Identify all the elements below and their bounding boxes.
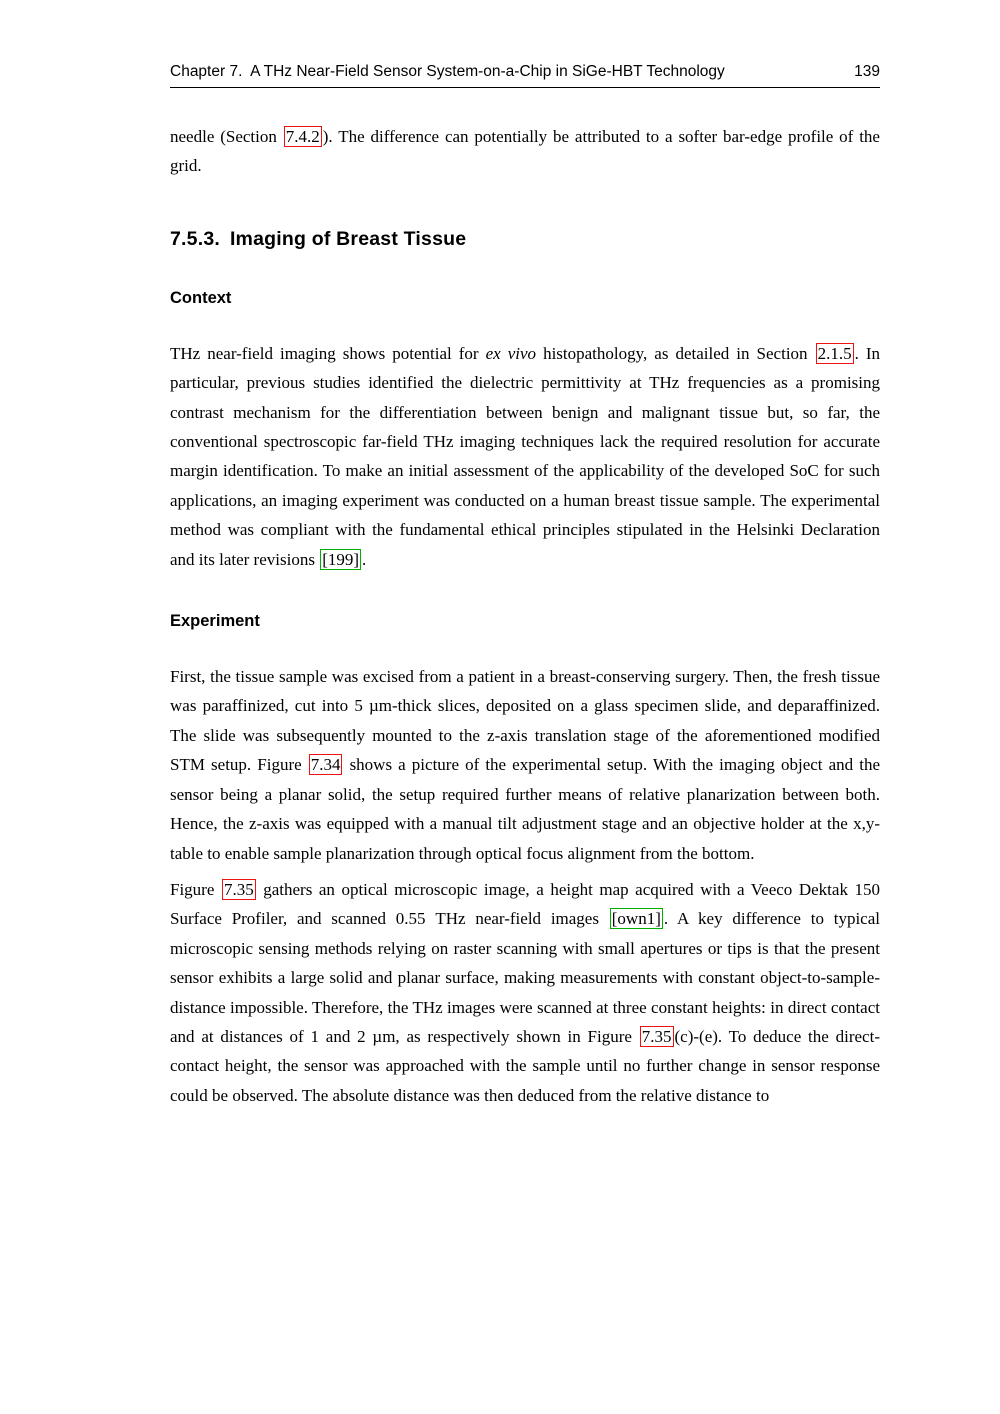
text-run: . xyxy=(362,549,367,569)
paragraph-intro xyxy=(170,122,880,181)
text-run: . In particular, previous studies identified the dielectric permittivity at THz frequencies as a promising contrast mechanism for the differentiation between benign and malignant tissue but, so far, the conventional spectroscopic far-field THz imaging techniques lack the required resolution for accurate margin identification. To make an initial assessment of the applicability of the developed SoC for such applications, an imaging experiment was conducted on a human breast tissue sample. The experimental method was compliant with the fundamental ethical principles stipulated in the Helsinki Declaration and its later revisions xyxy=(170,343,880,569)
text-run: First, the tissue sample was excised from a patient in a breast-conserving surgery. Then, the fresh tissue was paraffinized, cut into 5 µm-thick slices, deposited on a glass specimen slide, and deparaffinized. The slide was subsequently mounted to the z-axis translation stage of the aforementioned modified STM setup. Figure xyxy=(170,667,880,775)
internal-ref-link[interactable]: 7.35 xyxy=(641,1026,672,1046)
text-run: THz near-field imaging shows potential for xyxy=(170,343,486,363)
text-run: ex vivo xyxy=(485,343,537,363)
text-run: . A key difference to typical microscopic sensing methods relying on raster scanning with small apertures or tips is that the present sensor exhibits a large solid and planar surface, making measurements with constant object-to-sample-distance impossible. Therefore, the THz images were scanned at three constant heights: in direct contact and at distances of 1 and 2 µm, as respectively shown in Figure xyxy=(170,909,880,1046)
text-run: Figure xyxy=(170,879,221,899)
internal-ref-link[interactable]: 2.1.5 xyxy=(817,343,852,363)
section-heading-753: 7.5.3. Imaging of Breast Tissue xyxy=(170,227,467,250)
internal-ref-link[interactable]: 7.35 xyxy=(223,879,254,899)
citation-link[interactable]: [own1] xyxy=(611,909,661,929)
paragraph-experiment-2 xyxy=(170,875,880,1110)
text-run: shows a picture of the experimental setup. With the imaging object and the sensor being a planar solid, the setup required further means of relative planarization between both. Hence, the z-axis was equipped with a manual tilt adjustment stage and an objective holder at the x,y-table to enable sample planarization through optical focus alignment from the bottom. xyxy=(170,755,880,863)
text-run: needle (Section xyxy=(170,127,283,146)
internal-ref-link[interactable]: 7.34 xyxy=(310,755,341,775)
experiment-heading: Experiment xyxy=(170,612,260,631)
page-header xyxy=(170,62,880,82)
text-run: histopathology, as detailed in Section xyxy=(536,343,815,363)
internal-ref-link[interactable]: 7.4.2 xyxy=(285,127,320,146)
page-number: 139 xyxy=(854,63,880,80)
running-header-title: Chapter 7. A THz Near-Field Sensor System-on-a-Chip in SiGe-HBT Technology xyxy=(170,63,725,80)
context-heading: Context xyxy=(170,288,232,307)
header-rule xyxy=(170,87,880,88)
citation-link[interactable]: [199] xyxy=(322,549,360,569)
text-run: (c)-(e). To deduce the direct-contact height, the sensor was approached with the sample until no further change in sensor response could be observed. The absolute distance was then deduced from the relative distance to xyxy=(170,1026,880,1105)
paragraph-context xyxy=(170,339,880,574)
text-run: gathers an optical microscopic image, a height map acquired with a Veeco Dektak 150 Surface Profiler, and scanned 0.55 THz near-field images xyxy=(170,879,880,929)
paragraph-experiment-1 xyxy=(170,662,880,868)
text-run: ). The difference can potentially be attributed to a softer bar-edge profile of the grid. xyxy=(170,127,880,176)
